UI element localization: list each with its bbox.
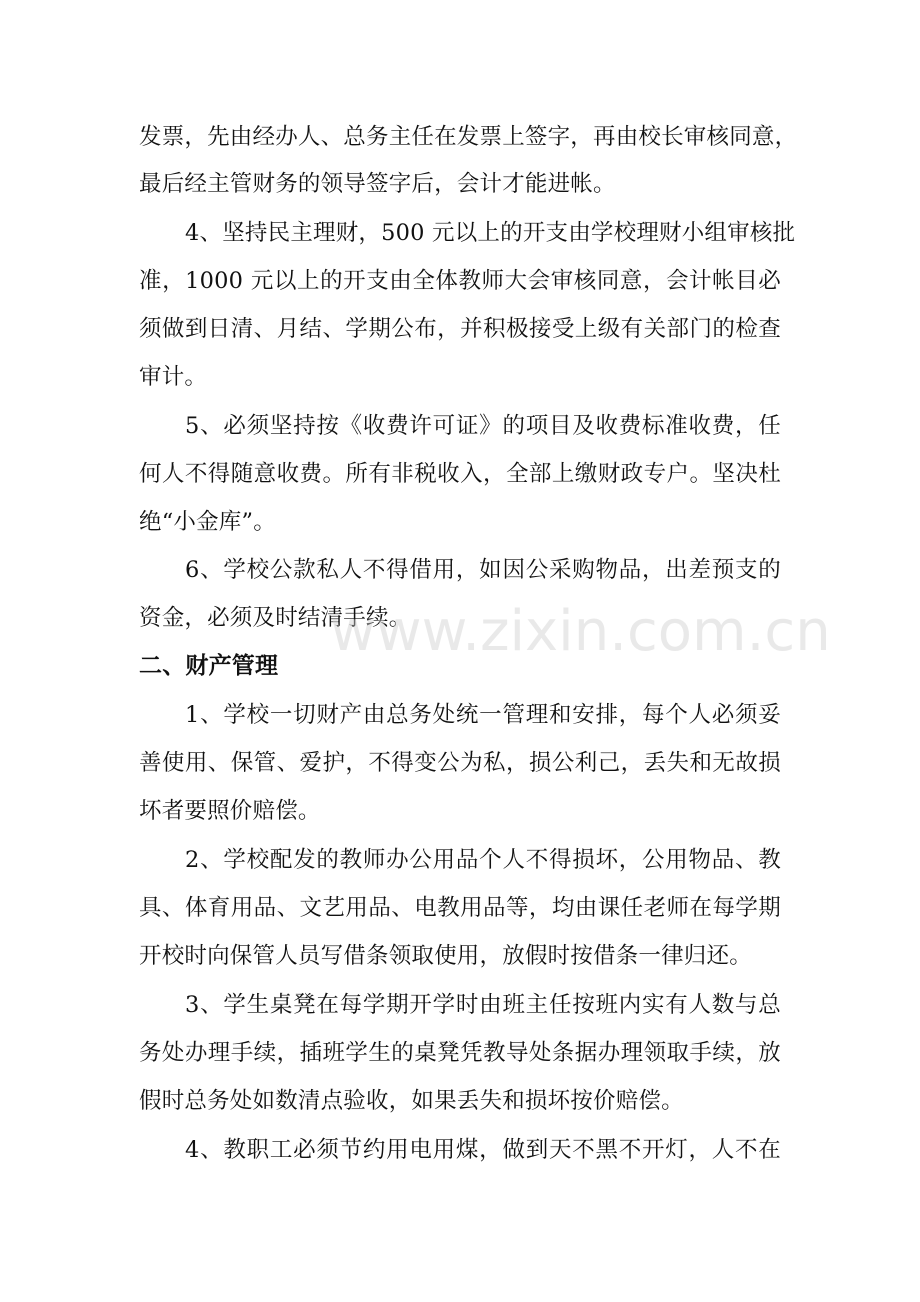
- text-line-14: 善使用、保管、爱护，不得变公为私，损公利己，丢失和无故损: [139, 750, 781, 776]
- text-line-10: 6、学校公款私人不得借用，如因公采购物品，出差预支的: [185, 557, 781, 583]
- text-line-8: 何人不得随意收费。所有非税收入，全部上缴财政专户。坚决杜: [139, 461, 781, 487]
- text-line-20: 务处办理手续，插班学生的桌凳凭教导处条据办理领取手续，放: [139, 1040, 781, 1066]
- text-line-2: 最后经主管财务的领导签字后，会计才能进帐。: [139, 171, 616, 197]
- text-line-19: 3、学生桌凳在每学期开学时由班主任按班内实有人数与总: [185, 992, 781, 1018]
- text-line-11: 资金，必须及时结清手续。: [139, 605, 412, 631]
- text-line-18: 开校时向保管人员写借条领取使用，放假时按借条一律归还。: [139, 943, 752, 969]
- watermark: www.zixin.com.cn: [330, 599, 831, 664]
- text-line-13: 1、学校一切财产由总务处统一管理和安排，每个人必须妥: [185, 702, 781, 728]
- text-line-7: 5、必须坚持按《收费许可证》的项目及收费标准收费，任: [185, 413, 781, 439]
- text-line-22: 4、教职工必须节约用电用煤，做到天不黑不开灯，人不在: [185, 1137, 781, 1163]
- section-heading: 二、财产管理: [139, 653, 279, 679]
- text-line-1: 发票，先由经办人、总务主任在发票上签字，再由校长审核同意，: [139, 124, 798, 150]
- text-line-9: 绝“小金库”。: [139, 509, 276, 535]
- text-line-5: 须做到日清、月结、学期公布，并积极接受上级有关部门的检查: [139, 316, 781, 342]
- text-line-3: 4、坚持民主理财，500 元以上的开支由学校理财小组审核批: [185, 220, 796, 246]
- text-line-16: 2、学校配发的教师办公用品个人不得损坏，公用物品、教: [185, 847, 781, 873]
- text-line-17: 具、体育用品、文艺用品、电教用品等，均由课任老师在每学期: [139, 895, 781, 921]
- text-line-4: 准，1000 元以上的开支由全体教师大会审核同意，会计帐目必: [139, 268, 781, 294]
- text-line-21: 假时总务处如数清点验收，如果丢失和损坏按价赔偿。: [139, 1088, 684, 1114]
- text-line-6: 审计。: [139, 364, 208, 390]
- text-line-15: 坏者要照价赔偿。: [139, 798, 321, 824]
